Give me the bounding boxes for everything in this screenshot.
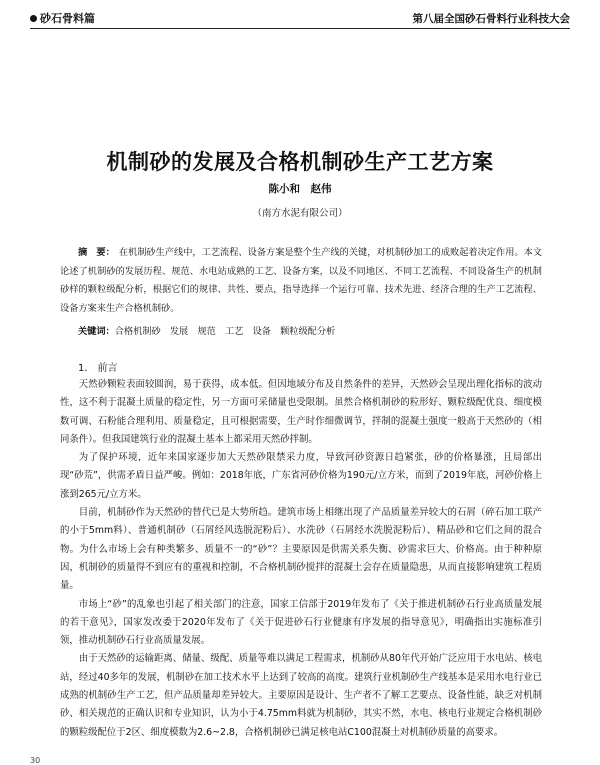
conference-name: 第八届全国砂石骨料行业科技大会 [412, 12, 570, 25]
bullet-icon [30, 15, 37, 22]
paper-title: 机制砂的发展及合格机制砂生产工艺方案 [106, 150, 494, 174]
keywords [78, 323, 542, 337]
abstract-text: 在机制砂生产线中，工艺流程、设备方案是整个生产线的关键，对机制砂加工的成败起着决定作用。本文论述了机制砂的发展历程、规范、水电站成熟的工艺、设备方案，以及不同地区、不同工艺流程、不同设备生产的机制砂样的颗粒级配分析，根据它们的规律、共性、要点，指导选择一个运行可靠、技术先进、经济合理的生产工艺流程、设备方案来生产合格机制砂。 [60, 247, 543, 314]
affiliation: （南方水泥有限公司） [252, 208, 348, 219]
abstract [60, 244, 542, 318]
body-text [60, 376, 542, 742]
authors: 陈小和 赵伟 [268, 183, 332, 195]
paragraph: 为了保护环境，近年来国家逐步加大天然砂限禁采力度，导致河砂资源日趋紧张，砂的价格暴涨，且局部出现“砂荒”，供需矛盾日益严峻。例如：2018年底，广东省河砂价格为190元/立方米，而到了2019年底，河砂价格上涨到265元/立方米。 [60, 452, 542, 500]
section-tag-label: 砂石骨料篇 [40, 12, 95, 25]
section-tag [30, 10, 95, 26]
paragraph: 由于天然砂的运输距离、储量、级配、质量等难以满足工程需求，机制砂从80年代开始广泛应用于水电站、核电站，经过40多年的发展，机制砂在加工技术水平上达到了较高的高度。建筑行业机制砂生产线基本是采用水电行业已成熟的机制砂生产工艺，但产品质量却差异较大。主要原因是设计、生产者不了解工艺要点、设备性能，缺乏对机制砂、相关规范的正确认识和专业知识，认为小于4.75mm料就为机制砂，其实不然，水电、核电行业规定合格机制砂的颗粒级配位于2区、细度模数为2.6~2.8，合格机制砂已满足核电站C100混凝土对机制砂质量的高要求。 [60, 653, 542, 738]
abstract-label: 摘 要： [78, 247, 115, 258]
running-header [30, 8, 570, 29]
keywords-label: 关键词： [78, 326, 115, 337]
page-number: 30 [30, 756, 41, 765]
keywords-text: 合格机制砂 发展 规范 工艺 设备 颗粒级配分析 [114, 326, 336, 337]
paragraph: 市场上“砂”的乱象也引起了相关部门的注意，国家工信部于2019年发布了《关于推进机制砂石行业高质量发展的若干意见》，国家发改委于2020年发布了《关于促进砂石行业健康有序发展的指导意见》，明确指出实施标准引领，推动机制砂石行业高质量发展。 [60, 598, 542, 647]
section-heading: 1. 前言 [78, 363, 118, 374]
paragraph: 目前，机制砂作为天然砂的替代已是大势所趋。建筑市场上相继出现了产品质量差异较大的石屑（碎石加工联产的小于5mm料）、普通机制砂（石屑经风选脱泥粉后）、水洗砂（石屑经水洗脱泥粉后）、精品砂和它们之间的混合物。为什么市场上会有种类繁多、质量不一的“砂”？主要原因是供需关系失衡、砂需求巨大、价格高。由于种种原因，机制砂的质量得不到应有的重视和控制，不合格机制砂搅拌的混凝土会存在质量隐患，从而直接影响建筑工程质量。 [60, 507, 542, 592]
paragraph: 天然砂颗粒表面较圆润，易于获得，成本低。但因地域分布及自然条件的差异，天然砂会呈现出理化指标的波动性，这不利于混凝土质量的稳定性，另一方面可采储量也受限制。虽然合格机制砂的粒形好、颗粒级配优良、细度模数可调、石粉能合理利用、质量稳定，且可根据需要，生产时作细微调节，拌制的混凝土强度一般高于天然砂的（相同条件）。但我国建筑行业的混凝土基本上都采用天然砂拌制。 [60, 379, 542, 445]
